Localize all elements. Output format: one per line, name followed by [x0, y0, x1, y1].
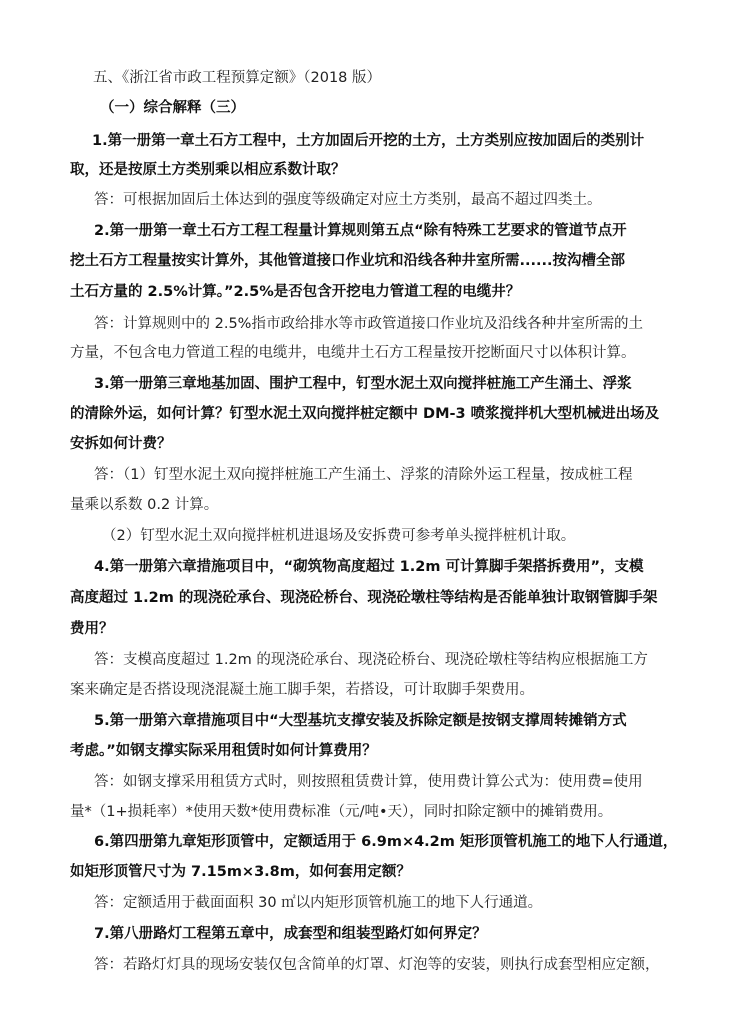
question-6-line-1: 6.第四册第九章矩形顶管中，定额适用于 6.9m×4.2m 矩形顶管机施工的地下人行通道，	[94, 834, 678, 850]
question-5-line-2: 考虑。”如钢支撑实际采用租赁时如何计算费用？	[70, 743, 377, 759]
answer-3-line-3: （2）钉型水泥土双向搅拌桩机进退场及安拆费可参考单头搅拌桩机计取。	[102, 528, 576, 544]
answer-6-line-1: 答：定额适用于截面面积 30 ㎡以内矩形顶管机施工的地下人行通道。	[94, 895, 543, 911]
answer-2-line-2: 方量，不包含电力管道工程的电缆井，电缆井土石方工程量按开挖断面尺寸以体积计算。	[70, 345, 636, 361]
question-3-line-1: 3.第一册第三章地基加固、围护工程中，钉型水泥土双向搅拌桩施工产生涌土、浮浆	[94, 376, 632, 392]
question-3-line-2: 的清除外运，如何计算？钉型水泥土双向搅拌桩定额中 DM-3 喷浆搅拌机大型机械进出场及	[70, 406, 660, 422]
answer-1-line-1: 答：可根据加固后土体达到的强度等级确定对应土方类别，最高不超过四类土。	[94, 192, 602, 208]
question-2-line-3: 土石方量的 2.5%计算。”2.5%是否包含开挖电力管道工程的电缆井？	[70, 284, 521, 300]
question-2-line-2: 挖土石方工程量按实计算外，其他管道接口作业坑和沿线各种井室所需......按沟槽全部	[70, 253, 626, 269]
question-1-line-2: 取，还是按原土方类别乘以相应系数计取？	[70, 162, 346, 178]
answer-4-line-1: 答：支模高度超过 1.2m 的现浇砼承台、现浇砼桥台、现浇砼墩柱等结构应根据施工方	[94, 652, 648, 668]
question-4-line-1: 4.第一册第六章措施项目中，“砌筑物高度超过 1.2m 可计算脚手架搭拆费用”，支模	[94, 559, 644, 575]
answer-5-line-2: 量*（1+损耗率）*使用天数*使用费标准（元/吨•天），同时扣除定额中的摊销费用。	[70, 804, 613, 820]
question-4-line-2: 高度超过 1.2m 的现浇砼承台、现浇砼桥台、现浇砼墩柱等结构是否能单独计取钢管脚手架	[70, 590, 658, 606]
question-3-line-3: 安拆如何计费？	[70, 436, 172, 452]
answer-3-line-1: 答：（1）钉型水泥土双向搅拌桩施工产生涌土、浮浆的清除外运工程量，按成桩工程	[94, 467, 633, 483]
question-1-line-1: 1.第一册第一章土石方工程中，土方加固后开挖的土方，土方类别应按加固后的类别计	[92, 133, 645, 149]
question-2-line-1: 2.第一册第一章土石方工程工程量计算规则第五点“除有特殊工艺要求的管道节点开	[94, 223, 627, 239]
question-7-line-1: 7.第八册路灯工程第五章中，成套型和组装型路灯如何界定？	[94, 926, 487, 942]
answer-2-line-1: 答：计算规则中的 2.5%指市政给排水等市政管道接口作业坑及沿线各种井室所需的土	[94, 316, 643, 332]
question-4-line-3: 费用？	[70, 621, 114, 637]
answer-5-line-1: 答：如钢支撑采用租赁方式时，则按照租赁费计算，使用费计算公式为：使用费=使用	[94, 774, 643, 790]
question-5-line-1: 5.第一册第六章措施项目中“大型基坑支撑安装及拆除定额是按钢支撑周转摊销方式	[94, 713, 627, 729]
answer-4-line-2: 案来确定是否搭设现浇混凝土施工脚手架，若搭设，可计取脚手架费用。	[70, 682, 534, 698]
subsection-heading: （一）综合解释（三）	[100, 100, 245, 116]
question-6-line-2: 如矩形顶管尺寸为 7.15m×3.8m，如何套用定额？	[70, 864, 411, 880]
section-heading: 五、《浙江省市政工程预算定额》（2018 版）	[93, 70, 382, 86]
answer-7-line-1: 答：若路灯灯具的现场安装仅包含简单的灯罩、灯泡等的安装，则执行成套型相应定额，	[94, 957, 660, 973]
answer-3-line-2: 量乘以系数 0.2 计算。	[70, 497, 219, 513]
